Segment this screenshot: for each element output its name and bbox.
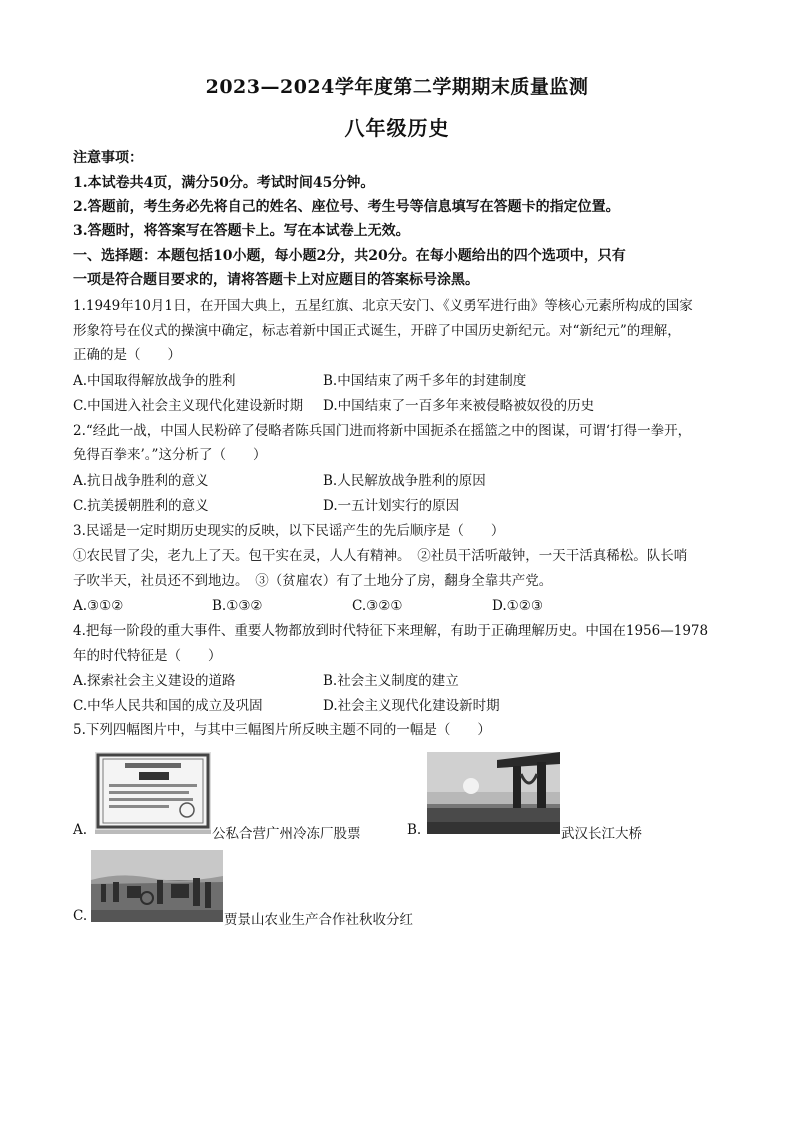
q2-option-c: C.抗美援朝胜利的意义: [73, 498, 209, 514]
note-item-2: 2.答题前，考生务必先将自己的姓名、座位号、考生号等信息填写在答题卡的指定位置。: [73, 199, 620, 215]
q5-stem: 5.下列四幅图片中，与其中三幅图片所反映主题不同的一幅是（ ）: [73, 722, 491, 738]
q5-option-c-letter: C.: [73, 908, 88, 924]
harvest-dividend-photo: [91, 850, 223, 922]
q1-option-c: C.中国进入社会主义现代化建设新时期: [73, 398, 304, 414]
q3-stem-line1: 3.民谣是一定时期历史现实的反映，以下民谣产生的先后顺序是（ ）: [73, 523, 505, 539]
q1-stem-line1: 1.1949年10月1日，在开国大典上，五星红旗、北京天安门、《义勇军进行曲》等核心元素所构成的国家: [73, 298, 693, 314]
q4-stem-line2: 年的时代特征是（ ）: [73, 648, 222, 664]
q5-option-a-caption: 公私合营广州冷冻厂股票: [212, 826, 361, 842]
q4-option-d: D.社会主义现代化建设新时期: [323, 698, 500, 714]
q3-stem-line2: ①农民冒了尖，老九上了天。包干实在灵，人人有精神。 ②社员干活听敲钟，一天干活真稀松。队长哨: [73, 548, 688, 564]
exam-title: 2023—2024学年度第二学期期末质量监测: [205, 76, 589, 98]
q3-option-c: C.③②①: [352, 598, 403, 614]
exam-subtitle: 八年级历史: [344, 116, 450, 140]
q2-option-d: D.一五计划实行的原因: [323, 498, 460, 514]
q4-option-b: B.社会主义制度的建立: [323, 673, 459, 689]
q1-option-d: D.中国结束了一百多年来被侵略被奴役的历史: [323, 398, 595, 414]
q5-option-b-caption: 武汉长江大桥: [561, 826, 642, 842]
note-item-3: 3.答题时，将答案写在答题卡上。写在本试卷上无效。: [73, 223, 410, 239]
section1-instruction-line2: 一项是符合题目要求的，请将答题卡上对应题目的答案标号涂黑。: [73, 272, 479, 288]
q5-option-b-letter: B.: [407, 822, 422, 838]
q1-stem-line3: 正确的是（ ）: [73, 347, 181, 363]
q4-stem-line1: 4.把每一阶段的重大事件、重要人物都放到时代特征下来理解，有助于正确理解历史。中国在1956—1978: [73, 623, 709, 639]
q1-option-a: A.中国取得解放战争的胜利: [73, 373, 236, 389]
q3-option-a: A.③①②: [73, 598, 124, 614]
q3-option-d: D.①②③: [492, 598, 543, 614]
q2-stem-line2: 免得百拳来’。”这分析了（ ）: [73, 447, 267, 463]
q2-option-b: B.人民解放战争胜利的原因: [323, 473, 486, 489]
stock-certificate-photo: [95, 752, 211, 834]
notes-heading: 注意事项：: [73, 150, 143, 166]
q3-stem-line3: 子吹半天，社员还不到地边。 ③（贫雇农）有了土地分了房，翻身全靠共产党。: [73, 573, 553, 589]
q2-stem-line1: 2.“经此一战，中国人民粉碎了侵略者陈兵国门进而将新中国扼杀在摇篮之中的图谋，可谓‘打得一拳开，: [73, 423, 692, 439]
q5-option-c-caption: 贾景山农业生产合作社秋收分红: [224, 912, 413, 928]
q3-option-b: B.①③②: [212, 598, 263, 614]
q2-option-a: A.抗日战争胜利的意义: [73, 473, 209, 489]
q4-option-c: C.中华人民共和国的成立及巩固: [73, 698, 263, 714]
q4-option-a: A.探索社会主义建设的道路: [73, 673, 236, 689]
q1-option-b: B.中国结束了两千多年的封建制度: [323, 373, 527, 389]
section1-instruction-line1: 一、选择题：本题包括10小题，每小题2分，共20分。在每小题给出的四个选项中，只有: [73, 248, 626, 264]
q5-option-a-letter: A.: [73, 822, 88, 838]
wuhan-bridge-photo: [427, 752, 560, 834]
q1-stem-line2: 形象符号在仪式的操演中确定，标志着新中国正式诞生，开辟了中国历史新纪元。对“新纪元”的理解，: [73, 323, 681, 339]
note-item-1: 1.本试卷共4页，满分50分。考试时间45分钟。: [73, 175, 375, 191]
